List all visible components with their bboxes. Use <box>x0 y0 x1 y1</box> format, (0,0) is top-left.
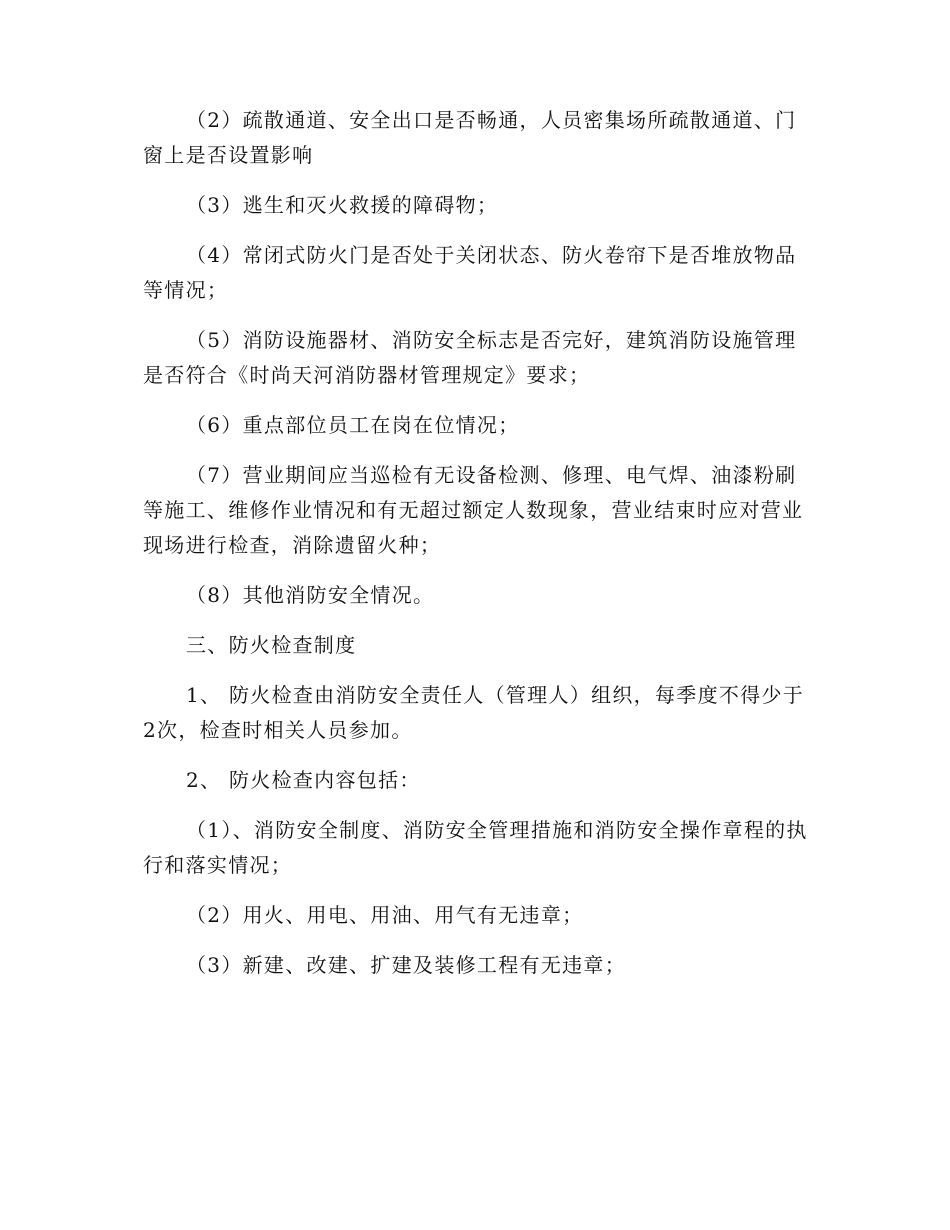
paragraph-item-4-fire-doors: （4）常闭式防火门是否处于关闭状态、防火卷帘下是否堆放物品等情况； <box>143 243 797 302</box>
paragraph-rule-2: 2、 防火检查内容包括： <box>186 768 421 792</box>
paragraph-content-3: （3）新建、改建、扩建及装修工程有无违章； <box>186 953 627 977</box>
paragraph-content-2: （2）用火、用电、用油、用气有无违章； <box>186 903 584 927</box>
paragraph-item-7-business-hours: （7）营业期间应当巡检有无设备检测、修理、电气焊、油漆粉刷等施工、维修作业情况和有无超过额定人数现象，营业结束时应对营业现场进行检查，消除遗留火种； <box>143 463 804 557</box>
paragraph-rule-1: 1、 防火检查由消防安全责任人（管理人）组织，每季度不得少于2次，检查时相关人员参加。 <box>143 683 805 742</box>
paragraph-item-8-other: （8）其他消防安全情况。 <box>186 583 435 607</box>
paragraph-item-3-obstacles: （3）逃生和灭火救援的障碍物； <box>186 193 499 217</box>
paragraph-item-6-key-positions: （6）重点部位员工在岗在位情况； <box>186 413 520 437</box>
paragraph-content-1: （1）、消防安全制度、消防安全管理措施和消防安全操作章程的执行和落实情况； <box>143 818 808 877</box>
paragraph-item-2-evacuation: （2）疏散通道、安全出口是否畅通，人员密集场所疏散通道、门窗上是否设置影响 <box>143 108 797 167</box>
paragraph-item-5-facilities: （5）消防设施器材、消防安全标志是否完好，建筑消防设施管理是否符合《时尚天河消防器材管理规定》要求； <box>143 328 797 387</box>
section-heading-fire-inspection: 三、防火检查制度 <box>186 633 357 657</box>
